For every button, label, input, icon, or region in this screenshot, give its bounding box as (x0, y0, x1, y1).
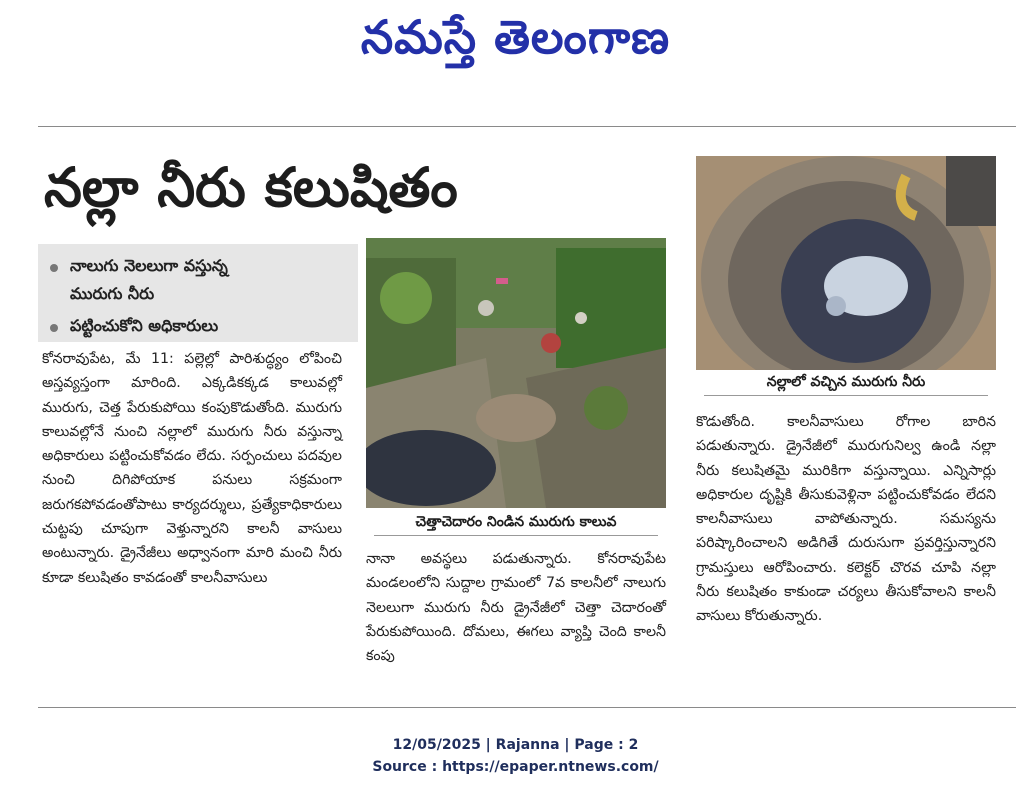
drain-photo (366, 238, 666, 508)
top-divider (38, 126, 1016, 127)
column-3-text: కొడుతోంది. కాలనీవాసులు రోగాల బారిన పడుతున్నారు. డ్రైనేజీలో మురుగునిల్వ ఉండి నల్లా నీరు కలుషితమై మురికిగా వస్తున్నాయి. ఎన్నిసార్లు అధికారుల దృష్టికి తీసుకువెళ్లినా పట్టించుకోవడం లేదని కాలనీవాసులు వాపోతున్నారు. సమస్యను పరిష్కారించాలని అడిగితే దురుసుగా ప్రవర్తిస్తున్నారని గ్రామస్తులు ఆరోపించారు. కలెక్టర్ చొరవ చూపి నల్లా నీరు కలుషితం కాకుండా చర్యలు తీసుకోవాలని కాలనీ వాసులు కోరుతున్నారు. (696, 414, 996, 625)
article-column-2 (366, 547, 666, 668)
highlight-line-3: పట్టించుకోని అధికారులు (70, 316, 219, 335)
tap-water-photo (696, 156, 996, 370)
bullet-icon (50, 264, 58, 272)
drain-photo-caption (366, 514, 666, 536)
highlights-box (38, 244, 358, 342)
page-footer (0, 734, 1031, 778)
article-column-3 (696, 410, 996, 629)
tap-water-photo-caption (696, 374, 996, 396)
masthead-title: నమస్తే తెలంగాణ (360, 10, 671, 64)
caption-underline (704, 395, 988, 396)
tap-water-photo-image (696, 156, 996, 370)
article-column-1 (42, 347, 342, 590)
bottom-divider (38, 707, 1016, 708)
caption-underline (374, 535, 658, 536)
drain-photo-image (366, 238, 666, 508)
source-link[interactable]: Source : https://epaper.ntnews.com/ (372, 759, 659, 775)
column-1-text: కోనరావుపేట, మే 11: పల్లెల్లో పారిశుద్ధ్యం లోపించి అస్తవ్యస్తంగా మారింది. ఎక్కడికక్కడ కాలువల్లో మురుగు, చెత్త పేరుకుపోయి కంపుకొడుతోంది. మురుగు కాలువల్లోనే నుంచి నల్లాలో మురుగు నీరు వస్తున్నా అధికారులు పట్టించుకోవడం లేదు. సర్పంచులు పదవుల నుంచి దిగిపోయాక పనులు సక్రమంగా జరుగకపోవడంతోపాటు కార్యదర్శులు, ప్రత్యేకాధికారులు చుట్టపు చూపుగా వెళ్తున్నారని కాలనీ వాసులు అంటున్నారు. డ్రైనేజీలు అధ్వానంగా మారి మంచి నీరు కూడా కలుషితం కావడంతో కాలనీవాసులు (42, 351, 342, 586)
caption-1-text: చెత్తాచెదారం నిండిన మురుగు కాలువ (415, 514, 617, 530)
highlight-line-2: మురుగు నీరు (70, 284, 155, 303)
article-headline: నల్లా నీరు కలుషితం (44, 156, 458, 219)
caption-2-text: నల్లాలో వచ్చిన మురుగు నీరు (766, 374, 926, 390)
edition-info: 12/05/2025 | Rajanna | Page : 2 (392, 737, 639, 753)
highlight-line-1: నాలుగు నెలలుగా వస్తున్న (70, 256, 228, 275)
column-2-text: నానా అవస్థలు పడుతున్నారు. కోనరావుపేట మండలంలోని సుద్దాల గ్రామంలో 7వ కాలనీలో నాలుగు నెలలుగా మురుగు నీరు డ్రైనేజీలో చెత్తా చెదారంతో పేరుకుపోయింది. దోమలు, ఈగలు వ్యాప్తి చెంది కాలనీ కంపు (366, 551, 666, 665)
bullet-icon (50, 324, 58, 332)
